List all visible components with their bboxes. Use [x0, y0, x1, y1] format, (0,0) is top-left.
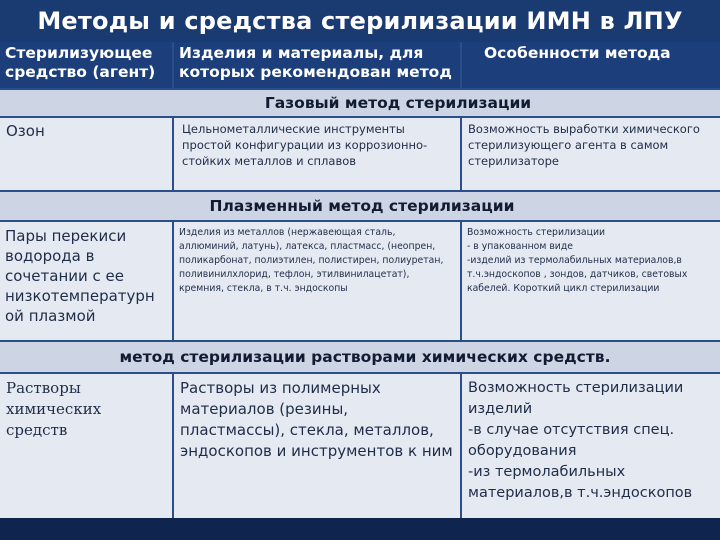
plasma-items-cell: Изделия из металлов (нержавеющая сталь, аллюминий, латунь), латекса, пластмасс, (неопрен, поликарбонат, полиэтилен, полистирен, полиуретан, поливинилхлорид, тефлон, этилвинилацетат), кремния, стекла, в т.ч. эндоскопы [174, 222, 460, 340]
section-heading-plasma: Плазменный метод стерилизации [0, 192, 720, 220]
page-title: Методы и средства стерилизации ИМН в ЛПУ [0, 0, 720, 42]
column-header-agent: Стерилизующее средство (агент) [0, 42, 172, 88]
section-heading-gas: Газовый метод стерилизации [0, 90, 720, 116]
gas-items-cell: Цельнометаллические инструменты простой конфигурации из коррозионно-стойких металлов и сплавов [174, 118, 460, 190]
plasma-features-cell: Возможность стерилизации - в упакованном виде -изделий из термолабильных материалов,в т.ч.эндоскопов , зондов, датчиков, световых кабелей. Короткий цикл стерилизации [462, 222, 720, 340]
gas-agent-cell: Озон [0, 118, 172, 190]
plasma-agent-cell: Пары перекиси водорода в сочетании с ее низкотемпературн ой плазмой [0, 222, 172, 340]
chemical-agent-cell: Растворы химических средств [0, 374, 172, 518]
footer-bar [0, 518, 720, 540]
column-header-items: Изделия и материалы, для которых рекомендован метод [174, 42, 460, 88]
chemical-items-cell: Растворы из полимерных материалов (резины, пластмассы), стекла, металлов, эндоскопов и инструментов к ним [174, 374, 460, 518]
section-heading-chemical: метод стерилизации растворами химических средств. [0, 342, 720, 372]
chemical-features-cell: Возможность стерилизации изделий -в случае отсутствия спец. оборудования -из термолабильных материалов,в т.ч.эндоскопов [462, 374, 720, 518]
column-header-features: Особенности метода [462, 42, 720, 88]
sterilization-table [0, 42, 720, 518]
gas-features-cell: Возможность выработки химического стерилизующего агента в самом стерилизаторе [462, 118, 720, 190]
